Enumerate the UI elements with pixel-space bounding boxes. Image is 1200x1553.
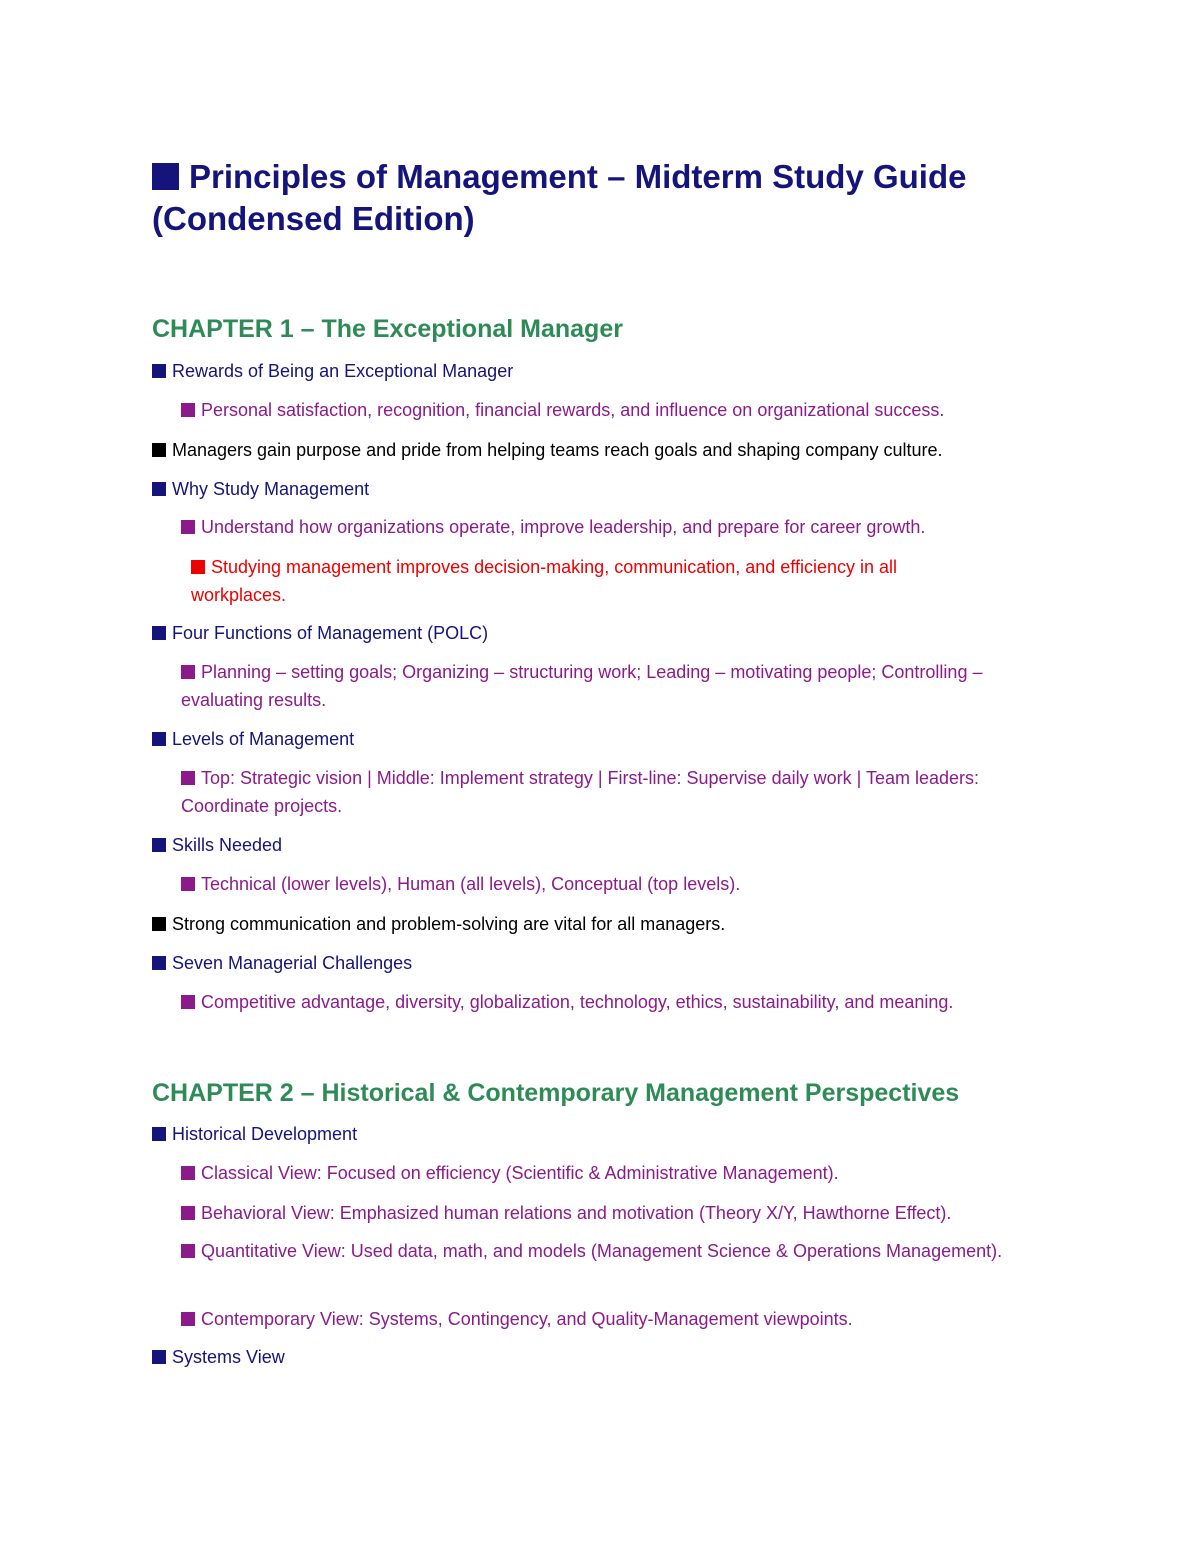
square-bullet-icon (152, 443, 166, 457)
square-bullet-icon (181, 1244, 195, 1258)
square-bullet-icon (181, 877, 195, 891)
list-item: Understand how organizations operate, improve leadership, and prepare for career growth. (181, 513, 1041, 541)
square-bullet-icon (181, 1206, 195, 1220)
square-bullet-icon (152, 956, 166, 970)
square-bullet-icon (181, 1166, 195, 1180)
square-bullet-icon (191, 560, 205, 574)
list-item: Contemporary View: Systems, Contingency, and Quality-Management viewpoints. (181, 1305, 1041, 1333)
square-bullet-icon (152, 732, 166, 746)
document-title-text: Principles of Management – Midterm Study Guide (Condensed Edition) (152, 158, 967, 237)
square-bullet-icon (181, 771, 195, 785)
list-item: Managers gain purpose and pride from helping teams reach goals and shaping company culture. (152, 436, 1052, 464)
square-bullet-icon (181, 665, 195, 679)
list-item: Planning – setting goals; Organizing – structuring work; Leading – motivating people; Controlling – evaluating results. (181, 662, 983, 710)
list-item: Personal satisfaction, recognition, financial rewards, and influence on organizational success. (181, 396, 1041, 424)
list-item: Four Functions of Management (POLC) (152, 619, 1052, 647)
square-bullet-icon (152, 482, 166, 496)
list-item: Systems View (152, 1343, 1052, 1371)
list-item: Levels of Management (152, 725, 1052, 753)
document-title (152, 156, 1052, 240)
square-bullet-icon (181, 403, 195, 417)
square-bullet-icon (152, 838, 166, 852)
list-item: Top: Strategic vision | Middle: Implement strategy | First-line: Supervise daily work | Team leaders: Coordinate projects. (181, 768, 979, 816)
chapter-1-heading: CHAPTER 1 – The Exceptional Manager (152, 315, 623, 343)
list-item: Behavioral View: Emphasized human relations and motivation (Theory X/Y, Hawthorne Effect). (181, 1199, 1041, 1227)
list-item: Historical Development (152, 1120, 1052, 1148)
list-item: Studying management improves decision-making, communication, and efficiency in all workplaces. (191, 557, 898, 605)
square-bullet-icon (152, 917, 166, 931)
square-bullet-icon (181, 995, 195, 1009)
chapter-2-heading: CHAPTER 2 – Historical & Contemporary Management Perspectives (152, 1079, 960, 1107)
list-item: Why Study Management (152, 475, 1052, 503)
list-item: Rewards of Being an Exceptional Manager (152, 357, 1052, 385)
list-item: Quantitative View: Used data, math, and models (Management Science & Operations Management). (181, 1237, 1041, 1265)
square-bullet-icon (152, 364, 166, 378)
list-item: Competitive advantage, diversity, globalization, technology, ethics, sustainability, and meaning. (181, 988, 1041, 1016)
list-item: Skills Needed (152, 831, 1052, 859)
square-bullet-icon (152, 1350, 166, 1364)
square-bullet-icon (152, 1127, 166, 1141)
list-item: Seven Managerial Challenges (152, 949, 1052, 977)
square-bullet-icon (152, 163, 179, 190)
list-item: Strong communication and problem-solving are vital for all managers. (152, 910, 1052, 938)
square-bullet-icon (181, 520, 195, 534)
list-item: Technical (lower levels), Human (all levels), Conceptual (top levels). (181, 870, 1041, 898)
list-item: Classical View: Focused on efficiency (Scientific & Administrative Management). (181, 1159, 1041, 1187)
square-bullet-icon (181, 1312, 195, 1326)
square-bullet-icon (152, 626, 166, 640)
